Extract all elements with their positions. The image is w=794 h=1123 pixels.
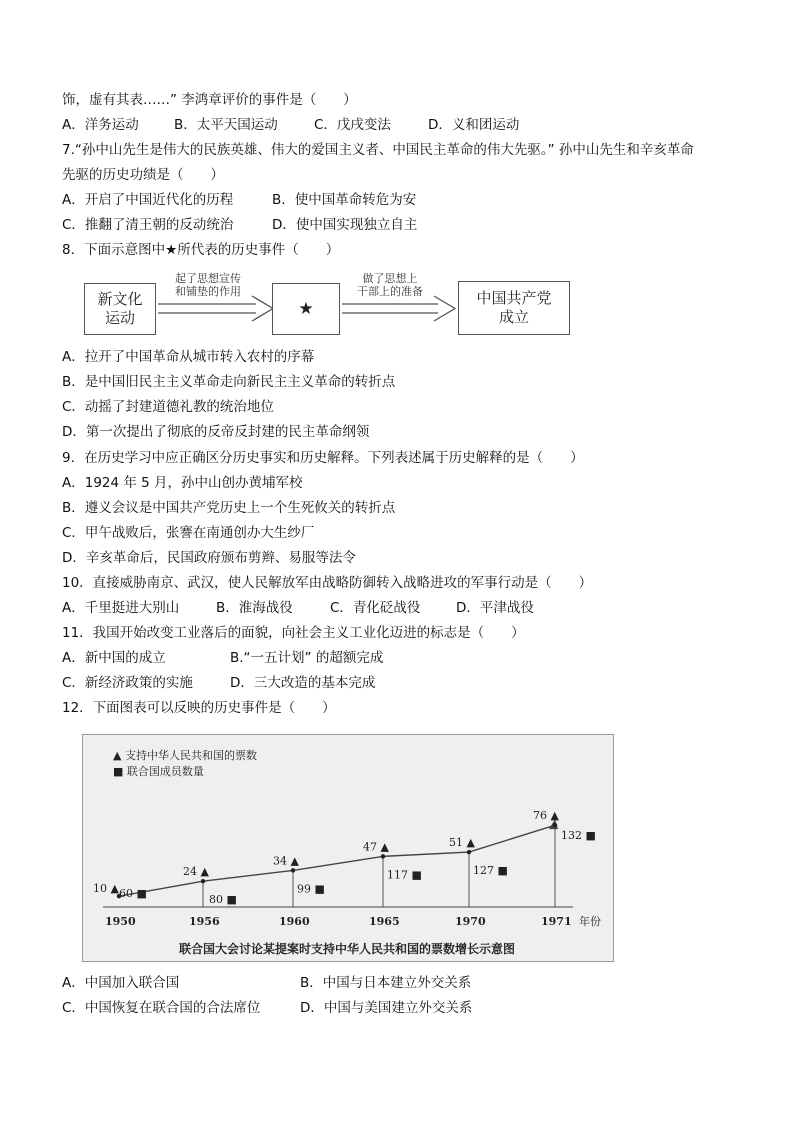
q11-option-a: A．新中国的成立 [62, 650, 166, 666]
votes-value-label: 51 ▲ [449, 836, 475, 850]
q11-option-b: B.“一五计划” 的超额完成 [230, 650, 384, 666]
members-value-label: 127 ■ [473, 864, 508, 878]
q8-option-b: B．是中国旧民主主义革命走向新民主主义革命的转折点 [62, 374, 396, 390]
q6-option-c: C．戊戌变法 [314, 117, 391, 133]
q6-option-b: B．太平天国运动 [174, 117, 278, 133]
q9-option-b: B．遵义会议是中国共产党历史上一个生死攸关的转折点 [62, 500, 396, 516]
q8-option-c: C．动摇了封建道德礼教的统治地位 [62, 399, 274, 415]
vote-chart-svg [83, 735, 613, 961]
q11-stem: 11．我国开始改变工业落后的面貌，向社会主义工业化迈进的标志是（ ） [62, 625, 525, 641]
q7-stem-line2: 先驱的历史功绩是（ ） [62, 167, 224, 183]
q11-option-d: D．三大改造的基本完成 [230, 675, 376, 691]
q12-option-d: D．中国与美国建立外交关系 [300, 1000, 473, 1016]
members-value-label: 117 ■ [387, 868, 422, 882]
q7-option-d: D．使中国实现独立自主 [272, 217, 418, 233]
x-tick-label: 1950 [105, 915, 136, 928]
q7-stem-line1: 7.“孙中山先生是伟大的民族英雄、伟大的爱国主义者、中国民主革命的伟大先驱。” 孙中山先生和辛亥革命 [62, 142, 694, 158]
q7-option-b: B．使中国革命转危为安 [272, 192, 417, 208]
votes-value-label: 76 ▲ [533, 809, 559, 823]
q10-option-b: B．淮海战役 [216, 600, 293, 616]
legend-members: ■ 联合国成员数量 [113, 765, 204, 778]
votes-series-line [119, 825, 555, 896]
votes-point [467, 850, 471, 854]
legend-votes: ▲ 支持中华人民共和国的票数 [113, 749, 257, 762]
flow-box-new-culture: 新文化 运动 [84, 283, 156, 335]
flow-box-ccp-founded: 中国共产党 成立 [458, 281, 570, 335]
votes-point [381, 854, 385, 858]
q7-option-c: C．推翻了清王朝的反动统治 [62, 217, 234, 233]
x-tick-label: 1956 [189, 915, 220, 928]
q8-stem: 8．下面示意图中★所代表的历史事件（ ） [62, 242, 340, 258]
vote-chart [82, 734, 614, 962]
q10-option-c: C．青化砭战役 [330, 600, 421, 616]
q6-option-d: D．义和团运动 [428, 117, 520, 133]
q8-option-d: D．第一次提出了彻底的反帝反封建的民主革命纲领 [62, 424, 370, 440]
flow-box-star: ★ [272, 283, 340, 335]
votes-point [201, 879, 205, 883]
q6-option-a: A．洋务运动 [62, 117, 139, 133]
q9-option-d: D．辛亥革命后，民国政府颁布剪辫、易服等法令 [62, 550, 356, 566]
q7-option-a: A．开启了中国近代化的历程 [62, 192, 234, 208]
chart-title: 联合国大会讨论某提案时支持中华人民共和国的票数增长示意图 [178, 942, 515, 956]
votes-value-label: 34 ▲ [273, 854, 299, 868]
members-value-label: 132 ■ [561, 829, 596, 843]
q6-stem-tail: 饰，虚有其表……” 李鸿章评价的事件是（ ） [62, 92, 357, 108]
members-value-label: 60 ■ [119, 887, 147, 900]
q9-option-a: A．1924 年 5 月，孙中山创办黄埔军校 [62, 475, 303, 491]
members-value-label: 99 ■ [297, 882, 325, 896]
q12-option-b: B．中国与日本建立外交关系 [300, 975, 472, 991]
votes-value-label: 47 ▲ [363, 840, 389, 854]
members-value-label: 80 ■ [209, 893, 237, 907]
q8-option-a: A．拉开了中国革命从城市转入农村的序幕 [62, 349, 315, 365]
votes-value-label: 24 ▲ [183, 865, 209, 879]
votes-point [553, 823, 557, 827]
q10-option-d: D．平津战役 [456, 600, 534, 616]
q10-option-a: A．千里挺进大别山 [62, 600, 180, 616]
flow-arrow-1-label: 起了思想宣传 和铺垫的作用 [175, 272, 241, 298]
q9-option-c: C．甲午战败后，张謇在南通创办大生纱厂 [62, 525, 315, 541]
flow-arrow-2-label: 做了思想上 干部上的准备 [357, 272, 423, 298]
q12-stem: 12．下面图表可以反映的历史事件是（ ） [62, 700, 336, 716]
q10-stem: 10．直接威胁南京、武汉，使人民解放军由战略防御转入战略进攻的军事行动是（ ） [62, 575, 593, 591]
x-tick-label: 1960 [279, 915, 310, 928]
x-tick-label: 1965 [369, 915, 400, 928]
q12-option-a: A．中国加入联合国 [62, 975, 180, 991]
votes-value-label: 10 ▲ [93, 882, 119, 896]
q12-option-c: C．中国恢复在联合国的合法席位 [62, 1000, 261, 1016]
x-tick-label: 1971 [541, 915, 572, 928]
votes-point [291, 868, 295, 872]
q11-option-c: C．新经济政策的实施 [62, 675, 193, 691]
q9-stem: 9．在历史学习中应正确区分历史事实和历史解释。下列表述属于历史解释的是（ ） [62, 450, 584, 466]
x-tick-label: 1970 [455, 915, 486, 928]
x-axis-label: 年份 [579, 915, 601, 928]
